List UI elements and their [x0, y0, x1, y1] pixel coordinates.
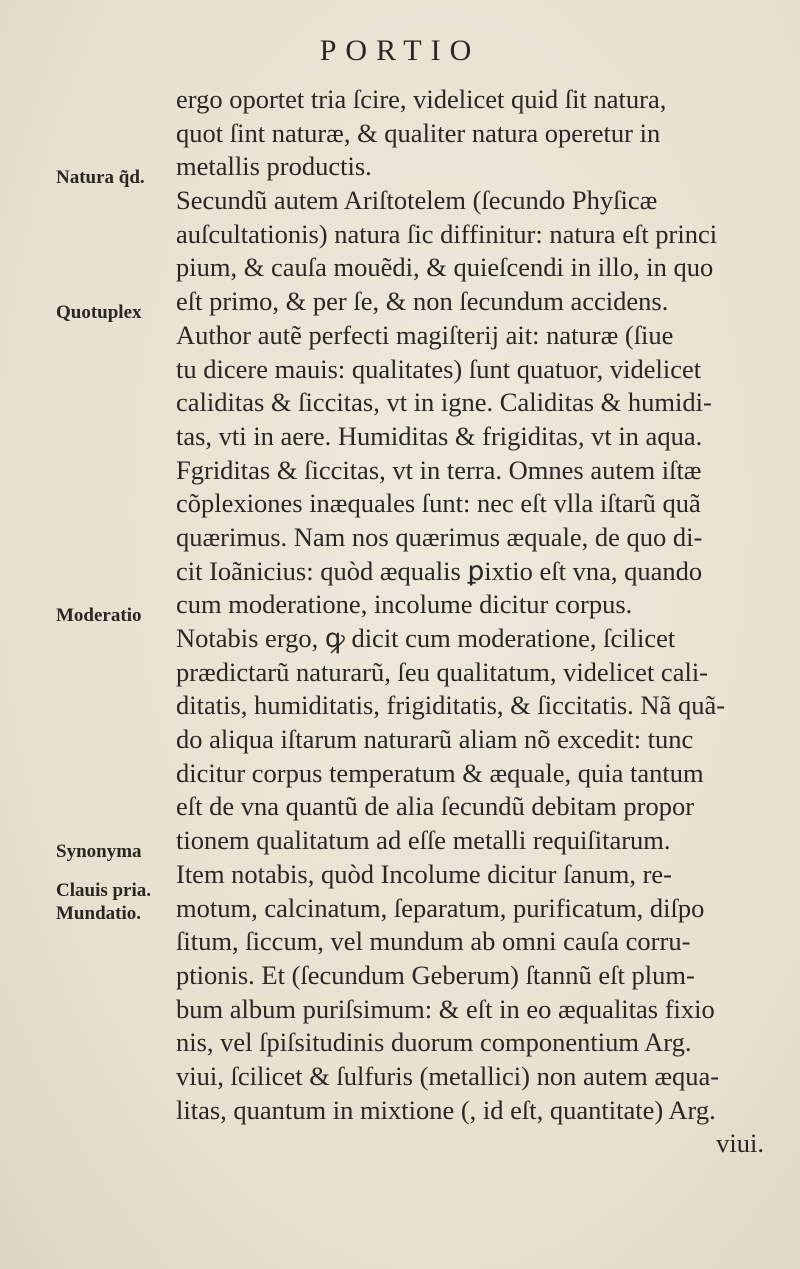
text-line: dicitur corpus temperatum & æquale, quia tantum — [176, 757, 704, 788]
text-line: motum, calcinatum, ſeparatum, purificatum, diſpo — [176, 892, 705, 923]
margin-note-mundatio: Mundatio. — [56, 903, 141, 924]
text-line: cum moderatione, incolume dicitur corpus. — [176, 589, 633, 620]
text-line: quærimus. Nam nos quærimus æquale, de quo di- — [176, 521, 703, 552]
text-line: auſcultationis) natura ſic diffinitur: natura eſt princi — [176, 218, 718, 249]
text-line: tionem qualitatum ad eſſe metalli requiſitarum. — [176, 825, 671, 856]
text-line: Notabis ergo, ꝙ dicit cum moderatione, ſcilicet — [176, 623, 676, 653]
text-line: nis, vel ſpiſsitudinis duorum componentium Arg. — [176, 1027, 692, 1058]
text-line: caliditas & ſiccitas, vt in igne. Caliditas & humidi- — [176, 387, 712, 418]
margin-note-quotuplex: Quotuplex — [56, 302, 142, 323]
text-line: metallis productis. — [176, 151, 372, 182]
margin-note-synonyma: Synonyma — [56, 841, 142, 862]
text-line: Fgriditas & ſiccitas, vt in terra. Omnes autem iſtæ — [176, 454, 702, 485]
text-line: Author autẽ perfecti magiſterij ait: naturæ (ſiue — [176, 319, 674, 350]
text-line: Item notabis, quòd Incolume dicitur ſanum, re- — [176, 858, 673, 889]
text-line: ditatis, humiditatis, frigiditatis, & ſiccitatis. Nã quã- — [176, 690, 726, 721]
running-header: PORTIO — [319, 34, 481, 67]
text-line: eſt primo, & per ſe, & non ſecundum accidens. — [176, 286, 669, 317]
margin-note-moderatio: Moderatio — [56, 605, 142, 626]
text-line: ptionis. Et (ſecundum Geberum) ſtannũ eſt plum- — [176, 959, 695, 990]
margin-note-clauis: Clauis pria. — [56, 880, 152, 901]
text-line: bum album puriſsimum: & eſt in eo æqualitas fixio — [176, 993, 715, 1024]
text-line: tu dicere mauis: qualitates) ſunt quatuor, videlicet — [176, 353, 702, 384]
text-line: litas, quantum in mixtione (, id eſt, quantitate) Arg. — [176, 1094, 716, 1125]
text-line: cit Ioãnicius: quòd æqualis ꝑixtio eſt vna, quando — [176, 555, 703, 586]
text-line: Secundũ autem Ariſtotelem (ſecundo Phyſicæ — [176, 185, 658, 216]
margin-note-natura: Natura q̃d. — [56, 167, 145, 188]
text-line: quot ſint naturæ, & qualiter natura operetur in — [176, 117, 661, 148]
text-line: viui, ſcilicet & ſulfuris (metallici) non autem æqua- — [176, 1060, 720, 1091]
text-line: cõplexiones inæquales ſunt: nec eſt vlla iſtarũ quã — [176, 488, 701, 519]
catchword: viui. — [716, 1128, 764, 1159]
text-line: ergo oportet tria ſcire, videlicet quid ſit natura, — [176, 84, 667, 114]
text-line: do aliqua iſtarum naturarũ aliam nõ excedit: tunc — [176, 724, 694, 755]
text-line: ſitum, ſiccum, vel mundum ab omni cauſa corru- — [176, 926, 691, 957]
body-text — [176, 83, 794, 1161]
text-line: pium, & cauſa mouẽdi, & quieſcendi in illo, in quo — [176, 252, 714, 283]
text-line: prædictarũ naturarũ, ſeu qualitatum, videlicet cali- — [176, 656, 709, 687]
text-line: eſt de vna quantũ de alia ſecundũ debitam propor — [176, 791, 695, 822]
text-line: tas, vti in aere. Humiditas & frigiditas, vt in aqua. — [176, 420, 703, 451]
